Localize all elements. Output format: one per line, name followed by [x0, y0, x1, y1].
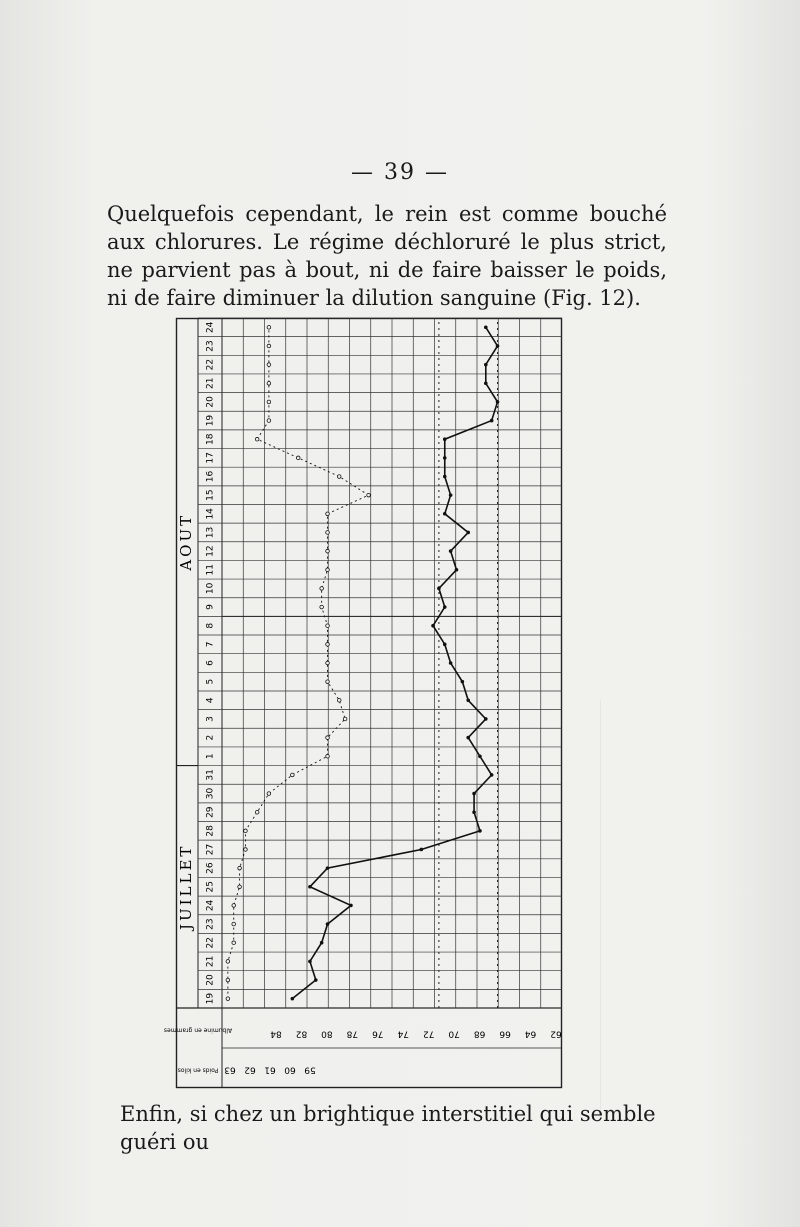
poids-point	[449, 493, 453, 497]
day-tick-label: 21	[205, 377, 216, 389]
day-tick-label: 16	[205, 470, 216, 483]
poids-point	[449, 549, 453, 553]
poids-point	[466, 736, 470, 740]
poids-point	[484, 717, 488, 721]
poids-point	[291, 997, 295, 1001]
albumine-tick-label: 78	[346, 1028, 359, 1039]
albumine-tick-label: 84	[270, 1028, 282, 1039]
albumine-point	[226, 960, 230, 964]
day-tick-label: 19	[205, 992, 216, 1005]
poids-point	[449, 661, 453, 665]
poids-point	[320, 941, 324, 945]
albumine-tick-label: 62	[550, 1028, 562, 1039]
day-tick-label: 20	[205, 974, 216, 986]
day-tick-label: 5	[205, 678, 216, 685]
day-tick-label: 24	[205, 899, 216, 912]
albumine-point	[255, 437, 259, 441]
albumine-point	[320, 587, 324, 591]
chart-frame	[177, 319, 562, 1088]
albumine-point	[326, 531, 330, 535]
poids-point	[420, 848, 424, 852]
day-tick-label: 6	[205, 660, 216, 666]
poids-point	[478, 754, 482, 758]
albumine-point	[232, 904, 236, 908]
poids-point	[443, 475, 447, 479]
poids-point	[478, 829, 482, 833]
figure-12	[163, 318, 562, 1088]
day-tick-label: 28	[205, 825, 216, 837]
day-tick-label: 23	[205, 340, 216, 352]
poids-point	[443, 512, 447, 516]
albumine-tick-label: 66	[499, 1028, 511, 1039]
poids-point	[496, 400, 500, 404]
albumine-point	[267, 792, 271, 796]
albumine-point	[367, 493, 371, 497]
poids-point	[308, 960, 312, 964]
albumine-point	[326, 680, 330, 684]
day-tick-label: 9	[205, 604, 216, 610]
albumine-point	[232, 922, 236, 926]
poids-point	[455, 568, 459, 572]
albumine-point	[267, 381, 271, 385]
albumine-point	[337, 698, 341, 702]
poids-tick-label: 59	[304, 1064, 316, 1075]
albumine-point	[267, 363, 271, 367]
poids-point	[443, 437, 447, 441]
day-tick-label: 24	[205, 321, 216, 334]
albumine-point	[291, 773, 295, 777]
albumine-point	[238, 866, 242, 870]
poids-point	[461, 680, 465, 684]
albumine-tick-label: 74	[397, 1028, 409, 1039]
poids-tick-label: 63	[224, 1064, 236, 1075]
albumine-point	[296, 456, 300, 460]
page-number: — 39 —	[351, 160, 449, 185]
albumine-point	[326, 549, 330, 553]
poids-point	[472, 810, 476, 814]
day-tick-label: 31	[205, 769, 216, 781]
albumine-series-line	[228, 327, 369, 998]
poids-point	[466, 698, 470, 702]
albumine-point	[238, 885, 242, 889]
albumine-point	[337, 475, 341, 479]
day-tick-label: 1	[205, 753, 216, 760]
month-label-aout: AOUT	[177, 512, 195, 571]
poids-tick-label: 60	[284, 1064, 296, 1075]
day-tick-label: 15	[205, 489, 216, 501]
day-tick-label: 23	[205, 918, 216, 930]
day-tick-label: 3	[205, 716, 216, 722]
albumine-tick-label: 80	[321, 1028, 333, 1039]
albumine-point	[232, 941, 236, 945]
albumine-axis-label: Albumine en grammes	[163, 1026, 233, 1034]
day-tick-label: 29	[205, 806, 216, 818]
day-tick-label: 19	[205, 414, 216, 427]
albumine-tick-label: 76	[372, 1028, 384, 1039]
albumine-point	[326, 568, 330, 572]
day-tick-label: 22	[205, 358, 216, 371]
day-tick-label: 21	[205, 955, 216, 968]
poids-point	[472, 792, 476, 796]
day-tick-label: 2	[205, 734, 216, 741]
day-tick-label: 27	[205, 843, 216, 856]
poids-point	[437, 587, 441, 591]
albumine-point	[326, 754, 330, 758]
day-tick-label: 8	[205, 622, 216, 629]
albumine-point	[226, 997, 230, 1001]
poids-point	[349, 904, 353, 908]
poids-point	[443, 643, 447, 647]
day-tick-label: 30	[205, 787, 216, 800]
poids-point	[484, 363, 488, 367]
albumine-tick-label: 70	[448, 1028, 460, 1039]
poids-point	[484, 326, 488, 330]
albumine-point	[267, 419, 271, 423]
albumine-point	[326, 512, 330, 516]
poids-series-line	[292, 327, 497, 998]
poids-point	[490, 419, 494, 423]
day-tick-label: 11	[205, 564, 216, 576]
albumine-point	[320, 605, 324, 609]
albumine-point	[326, 661, 330, 665]
poids-point	[326, 866, 330, 870]
weight-chart	[163, 318, 562, 1088]
albumine-point	[226, 978, 230, 982]
albumine-point	[267, 400, 271, 404]
day-tick-label: 13	[205, 526, 216, 539]
poids-axis-label: Poids en kilos	[177, 1066, 219, 1074]
day-tick-label: 10	[205, 582, 216, 595]
month-label-juillet: JUILLET	[177, 843, 195, 931]
day-tick-label: 12	[205, 545, 216, 557]
poids-point	[496, 344, 500, 348]
albumine-point	[255, 810, 259, 814]
albumine-tick-label: 68	[473, 1028, 486, 1039]
show-through-ghost	[600, 700, 771, 1120]
closing-paragraph: Enfin, si chez un brightique interstitiel qui semble guéri ou	[120, 1102, 656, 1154]
albumine-point	[326, 736, 330, 740]
albumine-point	[244, 848, 248, 852]
poids-point	[314, 978, 318, 982]
poids-point	[466, 531, 470, 535]
albumine-point	[244, 829, 248, 833]
day-tick-label: 17	[205, 452, 216, 464]
day-tick-label: 20	[205, 396, 216, 408]
day-tick-label: 18	[205, 433, 216, 445]
albumine-tick-label: 64	[524, 1028, 537, 1039]
poids-point	[484, 381, 488, 385]
body-paragraph: Quelquefois cependant, le rein est comme bouché aux chlorures. Le régime déchloruré le plus strict, ne parvient pas à bout, ni de faire baisser le poids, ni de faire diminuer la dilution sanguine (Fig. 12).	[107, 202, 667, 310]
day-tick-label: 22	[205, 937, 216, 949]
day-tick-label: 14	[205, 508, 216, 520]
poids-point	[443, 605, 447, 609]
day-tick-label: 25	[205, 881, 216, 893]
poids-point	[326, 922, 330, 926]
albumine-point	[326, 624, 330, 628]
albumine-point	[326, 643, 330, 647]
albumine-point	[267, 326, 271, 330]
albumine-point	[267, 344, 271, 348]
poids-point	[308, 885, 312, 889]
day-tick-label: 7	[205, 641, 216, 648]
poids-point	[431, 624, 435, 628]
poids-tick-label: 62	[244, 1064, 256, 1075]
albumine-tick-label: 72	[423, 1028, 435, 1039]
albumine-point	[343, 717, 347, 721]
poids-point	[490, 773, 494, 777]
day-tick-label: 26	[205, 862, 216, 874]
poids-point	[443, 456, 447, 460]
day-tick-label: 4	[205, 697, 216, 704]
albumine-tick-label: 82	[295, 1028, 308, 1039]
poids-tick-label: 61	[264, 1064, 276, 1075]
